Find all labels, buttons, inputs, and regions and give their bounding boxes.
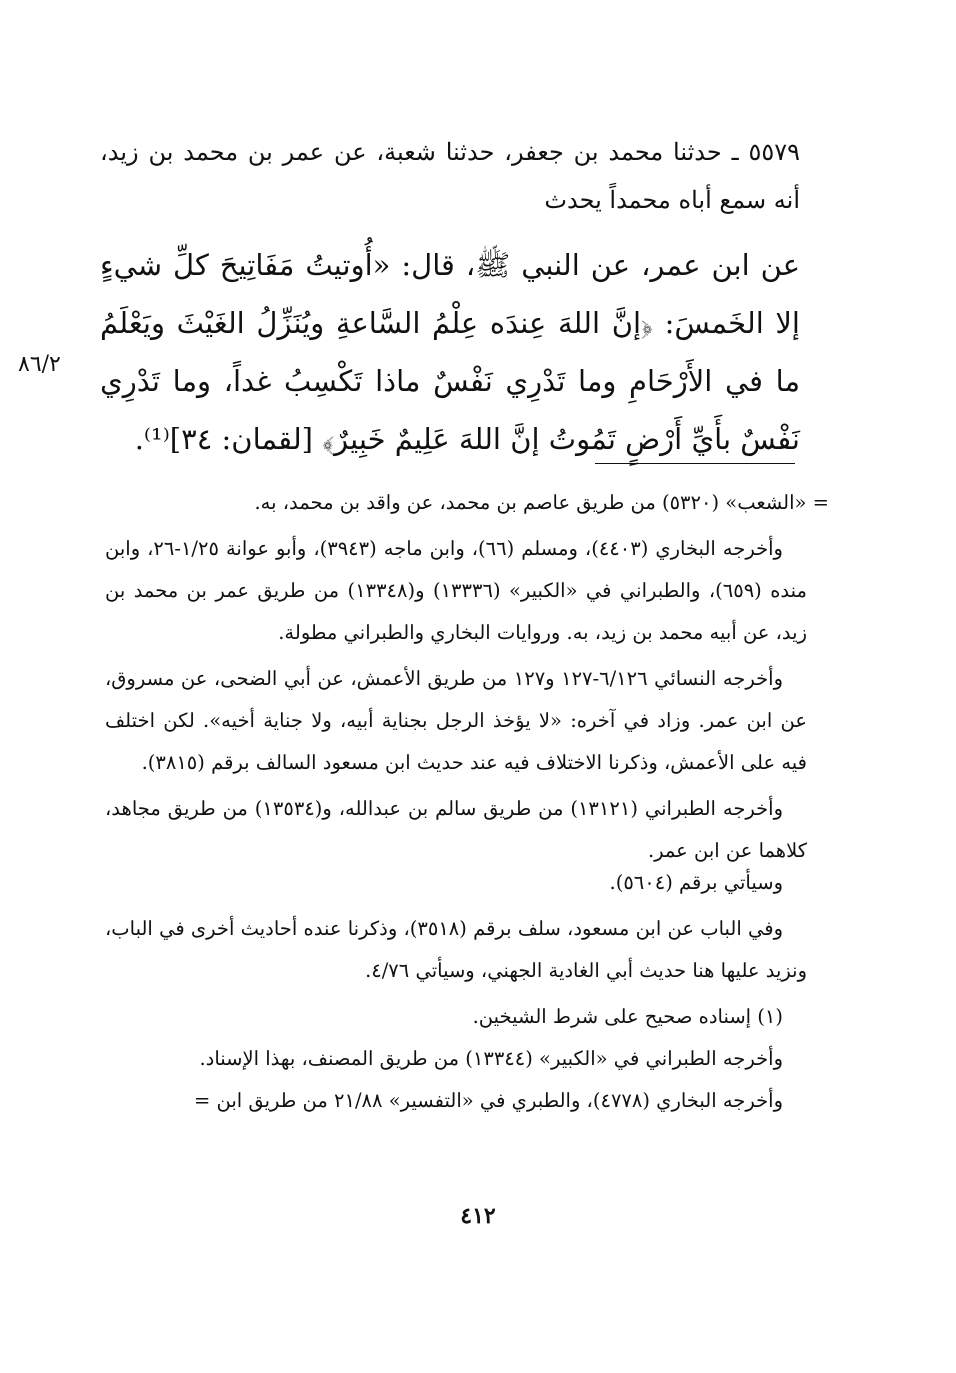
- footnote-paragraph: (١) إسناده صحيح على شرط الشيخين.: [472, 1005, 783, 1028]
- hadith-block: [100, 128, 800, 468]
- footnote-divider: [595, 463, 795, 464]
- footnotes: [105, 482, 829, 1126]
- page-number: ٤١٢: [460, 1203, 496, 1229]
- footnote-paragraph: وأخرجه الطبراني (١٣١٢١) من طريق سالم بن عبدالله، و(١٣٥٣٤) من طريق مجاهد، كلاهما عن ابن عمر.: [105, 797, 807, 862]
- footnote-paragraph: وأخرجه البخاري (٤٤٠٣)، ومسلم (٦٦)، وابن ماجه (٣٩٤٣)، وأبو عوانة ١/٢٥-٢٦، وابن منده (٦٥٩)، والطبراني في «الكبير» (١٣٣٣٦) و(١٣٣٤٨) من طريق عمر بن محمد بن زيد، عن أبيه محمد بن زيد، به. وروايات البخاري والطبراني مطولة.: [105, 537, 807, 644]
- hadith-isnad: ٥٥٧٩ ـ حدثنا محمد بن جعفر، حدثنا شعبة، عن عمر بن محمد بن زيد، أنه سمع أباه محمداً يحدث: [100, 138, 800, 214]
- footnote-paragraph: وأخرجه النسائي ٦/١٢٦-١٢٧ و١٢٧ من طريق الأعمش، عن أبي الضحى، عن مسروق، عن ابن عمر. وزاد في آخره: «لا يؤخذ الرجل بجناية أبيه، ولا جناية أخيه». لكن اختلف فيه على الأعمش، وذكرنا الاختلاف فيه عند حديث ابن مسعود السالف برقم (٣٨١٥).: [105, 667, 807, 774]
- hadith-matn: عن ابن عمر، عن النبي ﷺ، قال: «أُوتيتُ مَفَاتِيحَ كلِّ شيءٍ إلا الخَمسَ: ﴿إنَّ اللهَ عِندَه عِلْمُ السَّاعةِ ويُنَزِّلُ الغَيْثَ ويَعْلَمُ ما في الأَرْحَامِ وما تَدْرِي نَفْسٌ ماذا تَكْسِبُ غداً، وما تَدْرِي نَفْسٌ بأَيِّ أَرْضٍ تَمُوتُ إنَّ اللهَ عَلِيمٌ خَبِيرٌ﴾ [لقمان: ٣٤]⁽¹⁾.: [100, 248, 800, 456]
- footnote-paragraph: = «الشعب» (٥٣٢٠) من طريق عاصم بن محمد، عن واقد بن محمد، به.: [254, 491, 829, 514]
- footnote-paragraph: وفي الباب عن ابن مسعود، سلف برقم (٣٥١٨)، وذكرنا عنده أحاديث أخرى في الباب، ونزيد عليها هنا حديث أبي الغادية الجهني، وسيأتي ٤/٧٦.: [105, 917, 807, 982]
- footnote-paragraph: وسيأتي برقم (٥٦٠٤).: [609, 871, 783, 894]
- margin-reference: ٨٦/٢: [18, 352, 61, 377]
- footnote-paragraph: وأخرجه الطبراني في «الكبير» (١٣٣٤٤) من طريق المصنف، بهذا الإسناد.: [199, 1047, 783, 1070]
- footnote-paragraph: وأخرجه البخاري (٤٧٧٨)، والطبري في «التفسير» ٢١/٨٨ من طريق ابن =: [193, 1089, 783, 1112]
